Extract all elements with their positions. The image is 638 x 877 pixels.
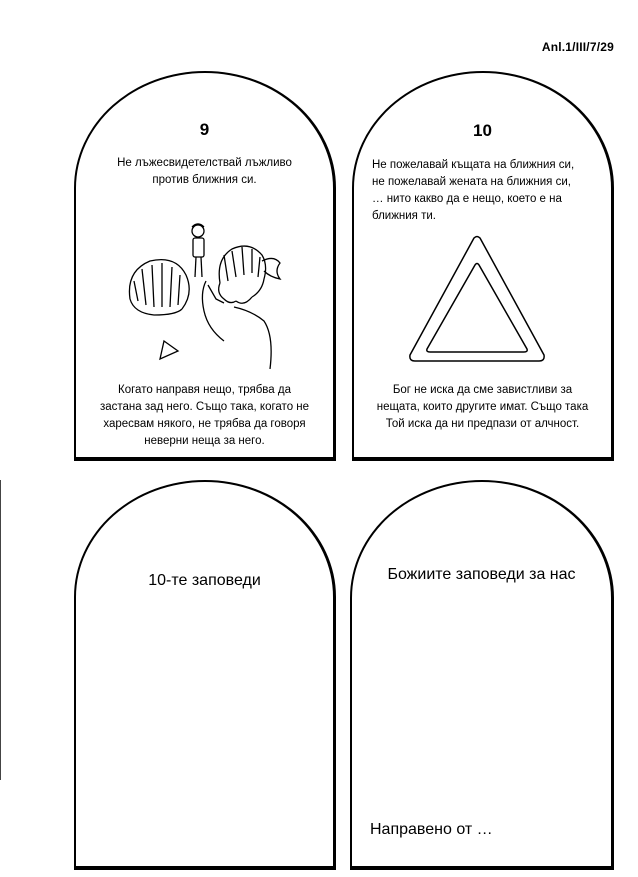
explanation-text: Когато направя нещо, трябва да застана зад него. Също така, когато не харесвам някого, не трябва да говоря неверни неща за него. [99, 384, 310, 447]
tablet-cover-subtitle [350, 480, 614, 870]
commandment-text: Не пожелавай къщата на ближния си, не пожелавай жената на ближния си, … нито какво да е нещо, което е на ближния ти. [372, 159, 575, 222]
reference-code: Anl.1/III/7/29 [541, 40, 614, 54]
commandment-number: 9 [199, 120, 210, 139]
cover-title: 10-те заповеди [148, 572, 261, 589]
commandment-number: 10 [473, 121, 492, 140]
cover-subtitle: Божиите заповеди за нас [387, 566, 576, 583]
explanation-text: Бог не иска да сме завистливи за нещата, които другите имат. Също така Той иска да ни предпази от алчност. [376, 384, 589, 430]
scan-edge-line [0, 480, 1, 780]
commandment-text: Не лъжесвидетелствай лъжливо против ближния си. [117, 157, 292, 186]
tablet-cover-title [74, 480, 336, 870]
gossip-illustration [124, 221, 284, 369]
tablet-commandment-9 [74, 71, 336, 461]
made-by-label: Направено от … [370, 821, 493, 838]
warning-triangle-icon [407, 235, 547, 365]
tablet-commandment-10 [352, 71, 614, 461]
